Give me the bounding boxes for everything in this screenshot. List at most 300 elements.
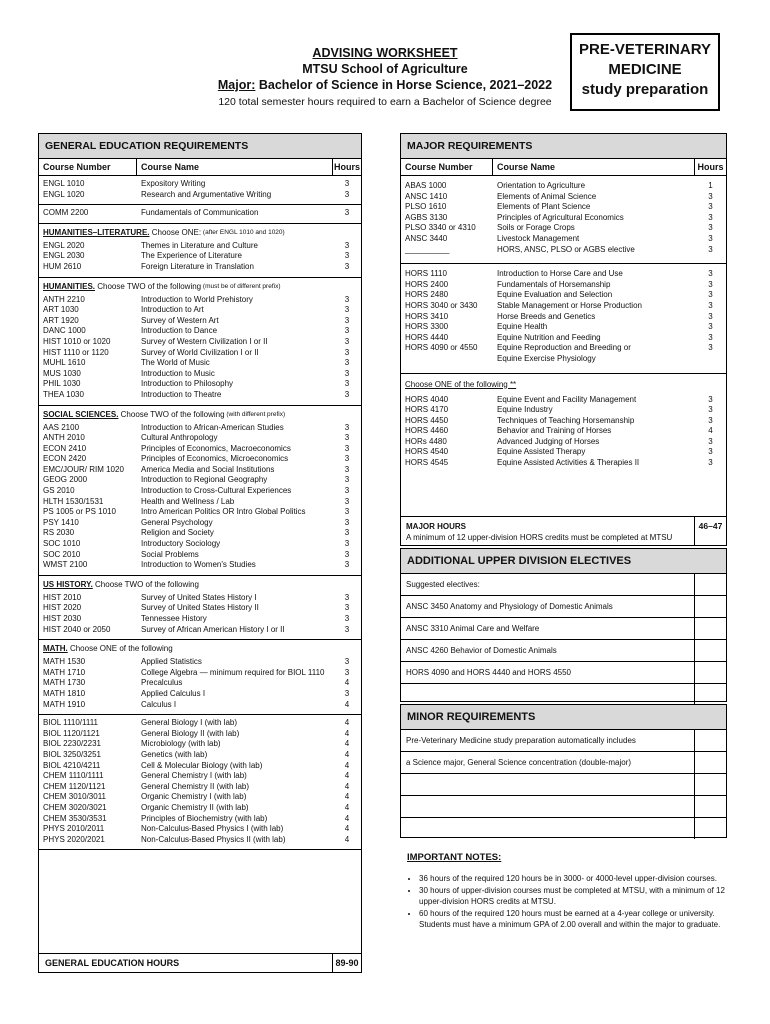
course-name: Introduction to Women's Studies [141,560,256,570]
course-hours: 3 [344,624,350,634]
course-name: Principles of Agricultural Economics [497,212,624,222]
major-section [401,264,726,373]
course-name: Equine Reproduction and Breeding or [497,343,631,353]
section-heading-note: (must be of different prefix) [201,282,281,290]
gened-course-row [39,305,361,316]
gened-course-row [39,465,361,476]
major-course-row [401,426,726,437]
course-number: ART 1920 [43,315,79,325]
course-hours: 3 [708,447,713,457]
course-number: MATH 1710 [43,667,86,677]
course-name: Non-Calculus-Based Physics I (with lab) [141,824,284,834]
major-course-row [401,301,726,312]
major-course-row [401,343,726,354]
course-hours: 4 [344,834,350,844]
course-hours: 3 [344,539,350,549]
elective-row [401,640,726,662]
course-number: ECON 2420 [43,454,87,464]
gened-course-row [39,369,361,380]
course-name: Applied Statistics [141,657,202,667]
course-name: Foreign Literature in Translation [141,261,254,271]
course-hours: 3 [344,189,350,199]
gened-total-row: GENERAL EDUCATION HOURS 89-90 [39,953,361,972]
course-number: SOC 2010 [43,549,81,559]
course-hours: 4 [344,802,350,812]
course-name: Introduction to Music [141,368,215,378]
gened-course-row [39,295,361,306]
course-hours: 3 [708,394,713,404]
course-name: Introduction to African-American Studies [141,422,284,432]
section-heading-label: Choose ONE of the following ** [405,379,517,389]
course-name: General Chemistry I (with lab) [141,771,247,781]
course-name: America Media and Social Institutions [141,464,275,474]
course-hours: 4 [344,699,350,709]
gened-course-row [39,179,361,190]
course-name: Non-Calculus-Based Physics II (with lab) [141,834,286,844]
course-number: ENGL 1020 [43,189,85,199]
course-name: Introduction to Theatre [141,389,222,399]
minor-row [401,730,726,752]
course-hours: 3 [344,389,350,399]
course-number: HORS 1110 [405,269,447,279]
minor-panel [400,704,727,838]
course-number: HORS 4545 [405,458,449,468]
course-name: Precalculus [141,678,183,688]
course-name: Cell & Molecular Biology (with lab) [141,760,263,770]
course-hours: 4 [344,749,350,759]
course-number: HIST 2030 [43,614,82,623]
course-hours: 3 [344,368,350,378]
course-number: AGBS 3130 [405,212,448,222]
course-hours: 3 [344,657,350,667]
course-hours: 3 [344,475,350,485]
course-number: PS 1005 or PS 1010 [43,507,116,517]
course-hours: 3 [344,326,350,336]
course-number: HORS 2480 [405,290,449,300]
course-name: Applied Calculus I [141,688,206,698]
course-name: Livestock Management [497,233,580,243]
course-number: HIST 2010 [43,592,82,602]
course-name: Introduction to Philosophy [141,379,234,389]
course-hours: 3 [708,415,713,425]
course-name: Intro American Politics OR Intro Global Politics [141,507,306,517]
course-hours: 3 [708,233,713,243]
course-hours: 3 [344,592,350,602]
course-name: Microbiology (with lab) [141,739,221,749]
course-hours: 3 [344,179,350,188]
gened-course-row [39,390,361,401]
course-name: Tennessee History [141,614,207,623]
gened-course-row [39,814,361,825]
gened-course-row [39,208,361,219]
gened-section-heading [39,227,361,239]
course-name: Horse Breeds and Genetics [497,311,596,321]
major-section [401,374,726,475]
course-hours: 3 [708,436,713,446]
gened-course-row [39,539,361,550]
course-hours: 1 [708,181,713,190]
major-course-row [401,437,726,448]
gened-course-row [39,689,361,700]
section-heading-label: HUMANITIES. [43,281,95,291]
major-sections [401,176,726,475]
course-number [401,354,493,365]
notes-title: IMPORTANT NOTES: [407,852,502,863]
gened-course-row [39,433,361,444]
gened-section [39,640,361,715]
gened-course-row [39,803,361,814]
course-name: Equine Nutrition and Feeding [497,332,601,342]
gened-course-row [39,262,361,273]
major-section [401,176,726,264]
course-hours: 3 [708,244,713,254]
minor-title: MINOR REQUIREMENTS [401,705,726,730]
course-number: ANTH 2010 [43,433,85,443]
gened-section [39,278,361,406]
course-name: Religion and Society [141,528,214,538]
section-heading-label: US HISTORY. [43,579,93,589]
course-number: MUHL 1610 [43,358,86,368]
course-name: Principles of Biochemistry (with lab) [141,813,268,823]
course-number: ENGL 2030 [43,251,85,261]
major-course-row [401,245,726,256]
gened-course-row [39,835,361,846]
course-name: Survey of African American History I or II [141,624,285,634]
course-number: HORs 4480 [405,436,447,446]
course-name: Behavior and Training of Horses [497,426,612,436]
course-hours: 3 [344,688,350,698]
gened-course-row [39,614,361,625]
gened-sections [39,176,361,850]
course-number: RS 2030 [43,528,75,538]
course-number: BIOL 2230/2231 [43,739,101,749]
major-course-row [401,223,726,234]
gened-course-row [39,326,361,337]
course-number: EMC/JOUR/ RIM 1020 [43,464,124,474]
course-number: SOC 1010 [43,539,81,549]
gened-section [39,176,361,205]
course-number: ANSC 1410 [405,191,448,201]
course-name: General Psychology [141,517,213,527]
course-name: Equine Industry [497,405,553,415]
course-number: CHEM 3530/3531 [43,813,107,823]
course-number: HIST 2020 [43,603,82,613]
course-name: General Chemistry II (with lab) [141,781,250,791]
gened-course-row [39,750,361,761]
major-hours-row: MAJOR HOURS A minimum of 12 upper-division HORS credits must be completed at MTSU 46–47 [401,516,726,545]
major-course-row [401,269,726,280]
course-number: MUS 1030 [43,368,81,378]
course-name: Introductory Sociology [141,539,221,549]
course-number: HORS 2400 [405,279,449,289]
gened-course-row [39,657,361,668]
worksheet-title: ADVISING WORKSHEET [312,46,458,60]
gened-section [39,224,361,278]
course-hours: 3 [708,269,713,279]
gened-course-row [39,348,361,359]
course-hours: 3 [344,614,350,623]
course-hours: 3 [708,343,713,353]
course-name: Organic Chemistry II (with lab) [141,802,249,812]
major-column-header: Course Number Course Name Hours [401,159,726,176]
course-hours: 3 [344,305,350,315]
course-name: Equine Event and Facility Management [497,394,637,404]
minor-text: a Science major, General Science concentration (double-major) [401,752,695,773]
course-hours: 3 [708,332,713,342]
major-section-heading [401,379,726,391]
course-name: Fundamentals of Horsemanship [497,279,611,289]
course-hours: 3 [344,496,350,506]
course-name: Principles of Economics, Macroeconomics [141,443,291,453]
gened-course-row [39,337,361,348]
course-number: PSY 1410 [43,517,79,527]
course-number: HIST 1110 or 1120 [43,347,109,357]
course-hours: 3 [344,603,350,613]
course-hours: 3 [344,208,350,218]
note-item: • 36 hours of the required 120 hours be in 3000- or 4000-level upper-division courses. [419,873,727,884]
course-hours: 3 [708,223,713,233]
gened-course-row [39,316,361,327]
minor-text: Pre-Veterinary Medicine study preparation automatically includes [401,730,695,751]
course-hours: 4 [344,771,350,781]
section-heading-label: MATH. [43,644,68,654]
course-hours: 3 [344,443,350,453]
course-number: ABAS 1000 [405,181,447,190]
course-number: HORS 4460 [405,426,449,436]
course-name: The Experience of Literature [141,251,242,261]
course-number: ANTH 2210 [43,294,85,304]
elective-text: ANSC 3450 Anatomy and Physiology of Domestic Animals [401,596,695,617]
course-number: COMM 2200 [43,208,89,218]
course-number: HORS 4170 [405,405,449,415]
course-hours: 3 [344,379,350,389]
course-hours: 3 [344,358,350,368]
major-course-row [401,181,726,192]
course-name: Elements of Plant Science [497,202,591,212]
course-name: Expository Writing [141,179,206,188]
electives-title: ADDITIONAL UPPER DIVISION ELECTIVES [401,549,726,574]
course-name: Survey of United States History I [141,592,257,602]
gened-course-row [39,241,361,252]
elective-row [401,596,726,618]
course-hours: 3 [344,251,350,261]
course-number: MATH 1530 [43,657,86,667]
course-name: Social Problems [141,549,199,559]
course-name: Introduction to Dance [141,326,218,336]
total-hours-note: 120 total semester hours required to earn a Bachelor of Science degree [218,96,552,108]
minor-text [401,796,695,817]
gened-course-row [39,358,361,369]
course-hours: 4 [344,728,350,738]
gened-section-heading [39,643,361,655]
gened-course-row [39,792,361,803]
course-hours: 3 [708,405,713,415]
gened-course-row [39,560,361,571]
course-number: ENGL 2020 [43,240,85,250]
major-course-row [401,416,726,427]
course-number: GS 2010 [43,486,75,496]
course-name: Equine Exercise Physiology [497,353,596,363]
major-course-row [401,280,726,291]
gened-course-row [39,486,361,497]
major-course-row [401,405,726,416]
school-name: MTSU School of Agriculture [302,62,468,76]
major-line: Major: Bachelor of Science in Horse Science, 2021–2022 [217,78,553,92]
course-name: Survey of Western Civilization I or II [141,336,268,346]
course-number: PLSO 3340 or 4310 [405,223,476,233]
course-number: __________ [405,244,450,254]
course-name: Stable Management or Horse Production [497,300,642,310]
general-education-panel [38,133,362,973]
course-name: Orientation to Agriculture [497,181,586,190]
gened-course-row [39,668,361,679]
course-hours: 3 [708,191,713,201]
course-hours: 3 [344,507,350,517]
course-name: Introduction to Regional Geography [141,475,268,485]
course-number: THEA 1030 [43,389,84,399]
course-number: HORS 3410 [405,311,449,321]
major-course-row [401,447,726,458]
course-hours: 4 [344,718,350,728]
course-name: The World of Music [141,358,210,368]
course-number: CHEM 1120/1121 [43,781,106,791]
minor-row [401,774,726,796]
course-hours: 3 [344,464,350,474]
note-item: • 30 hours of upper-division courses must be completed at MTSU, with a minimum of 12 upper-division HORS credits at MTSU. [419,885,727,907]
elective-text: HORS 4090 and HORS 4440 and HORS 4550 [401,662,695,683]
course-number: CHEM 1110/1111 [43,771,104,781]
major-title: MAJOR REQUIREMENTS [401,134,726,159]
course-name: Equine Health [497,322,548,332]
course-number: ENGL 1010 [43,179,85,188]
gened-course-row [39,550,361,561]
elective-text: ANSC 3310 Animal Care and Welfare [401,618,695,639]
gened-course-row [39,771,361,782]
major-course-row [401,202,726,213]
course-name: HORS, ANSC, PLSO or AGBS elective [497,244,635,254]
course-name: Survey of United States History II [141,603,259,613]
section-heading-note: (with different prefix) [224,410,286,418]
prevet-box: PRE-VETERINARY MEDICINE study preparation [570,33,720,111]
course-name: Equine Assisted Therapy [497,447,586,457]
gened-column-header: Course Number Course Name Hours [39,159,361,176]
course-hours: 3 [708,300,713,310]
major-course-row [401,312,726,323]
course-number: PLSO 1610 [405,202,447,212]
course-number: HIST 1010 or 1020 [43,336,111,346]
course-name: College Algebra — minimum required for BIOL 1110 [141,667,325,677]
course-number: PHYS 2010/2011 [43,824,105,834]
course-name: General Biology I (with lab) [141,718,238,728]
course-hours: 4 [344,781,350,791]
course-hours: 3 [344,454,350,464]
course-hours: 3 [708,458,713,468]
course-name: Introduction to Cross-Cultural Experiences [141,486,292,496]
section-heading-note: (after ENGL 1010 and 1020) [201,228,285,236]
elective-row [401,662,726,684]
course-hours: 3 [708,311,713,321]
course-hours: 3 [344,528,350,538]
course-number: HORS 4040 [405,394,449,404]
course-number: HORS 4440 [405,332,449,342]
major-course-row [401,290,726,301]
course-hours: 3 [344,486,350,496]
course-hours: 3 [344,549,350,559]
course-hours: 3 [344,240,350,250]
gened-section-heading [39,409,361,421]
course-name: Genetics (with lab) [141,749,208,759]
major-course-row [401,458,726,469]
course-hours: 3 [708,322,713,332]
course-name: Fundamentals of Communication [141,208,259,218]
course-name: Equine Evaluation and Selection [497,290,613,300]
gened-section [39,205,361,224]
gened-section-heading [39,579,361,591]
section-heading-instruction: Choose ONE: [149,227,202,237]
course-hours: 3 [344,517,350,527]
course-number: CHEM 3010/3011 [43,792,106,802]
gened-course-row [39,700,361,711]
course-number: HIST 2040 or 2050 [43,624,111,634]
course-number: WMST 2100 [43,560,88,570]
minor-text [401,818,695,839]
course-hours: 3 [344,261,350,271]
course-number: PHIL 1030 [43,379,81,389]
major-course-row [401,322,726,333]
course-name: Techniques of Teaching Horsemanship [497,415,635,425]
major-course-row [401,354,726,365]
gened-course-row [39,454,361,465]
course-hours: 3 [708,212,713,222]
course-hours: 3 [344,336,350,346]
electives-panel [400,548,727,702]
course-number: HORS 4540 [405,447,449,457]
course-hours: 3 [344,315,350,325]
minor-row [401,752,726,774]
elective-text [401,684,695,705]
elective-text: Suggested electives: [401,574,695,595]
course-number: GEOG 2000 [43,475,88,485]
section-heading-instruction: Choose ONE of the following [67,644,173,654]
course-number: CHEM 3020/3021 [43,802,107,812]
course-number: BIOL 4210/4211 [43,760,101,770]
course-hours: 4 [344,792,350,802]
course-name: Themes in Literature and Culture [141,240,258,250]
gened-course-row [39,497,361,508]
course-hours: 3 [708,202,713,212]
course-hours: 3 [344,294,350,304]
major-course-row [401,192,726,203]
course-hours: 4 [344,739,350,749]
gened-section [39,406,361,576]
course-hours: 3 [708,290,713,300]
major-panel [400,133,727,546]
course-number: PHYS 2020/2021 [43,834,105,844]
course-hours: 4 [344,678,350,688]
gened-course-row [39,625,361,636]
course-name: Survey of Western Art [141,315,219,325]
section-heading-label: SOCIAL SCIENCES. [43,409,119,419]
gened-course-row [39,729,361,740]
course-name: Introduction to Horse Care and Use [497,269,623,279]
major-course-row [401,395,726,406]
course-name: Advanced Judging of Horses [497,436,600,446]
course-number: MATH 1730 [43,678,86,688]
course-name: Equine Assisted Activities & Therapies II [497,458,640,468]
gened-course-row [39,379,361,390]
course-name: Organic Chemistry I (with lab) [141,792,247,802]
course-number: HLTH 1530/1531 [43,496,104,506]
